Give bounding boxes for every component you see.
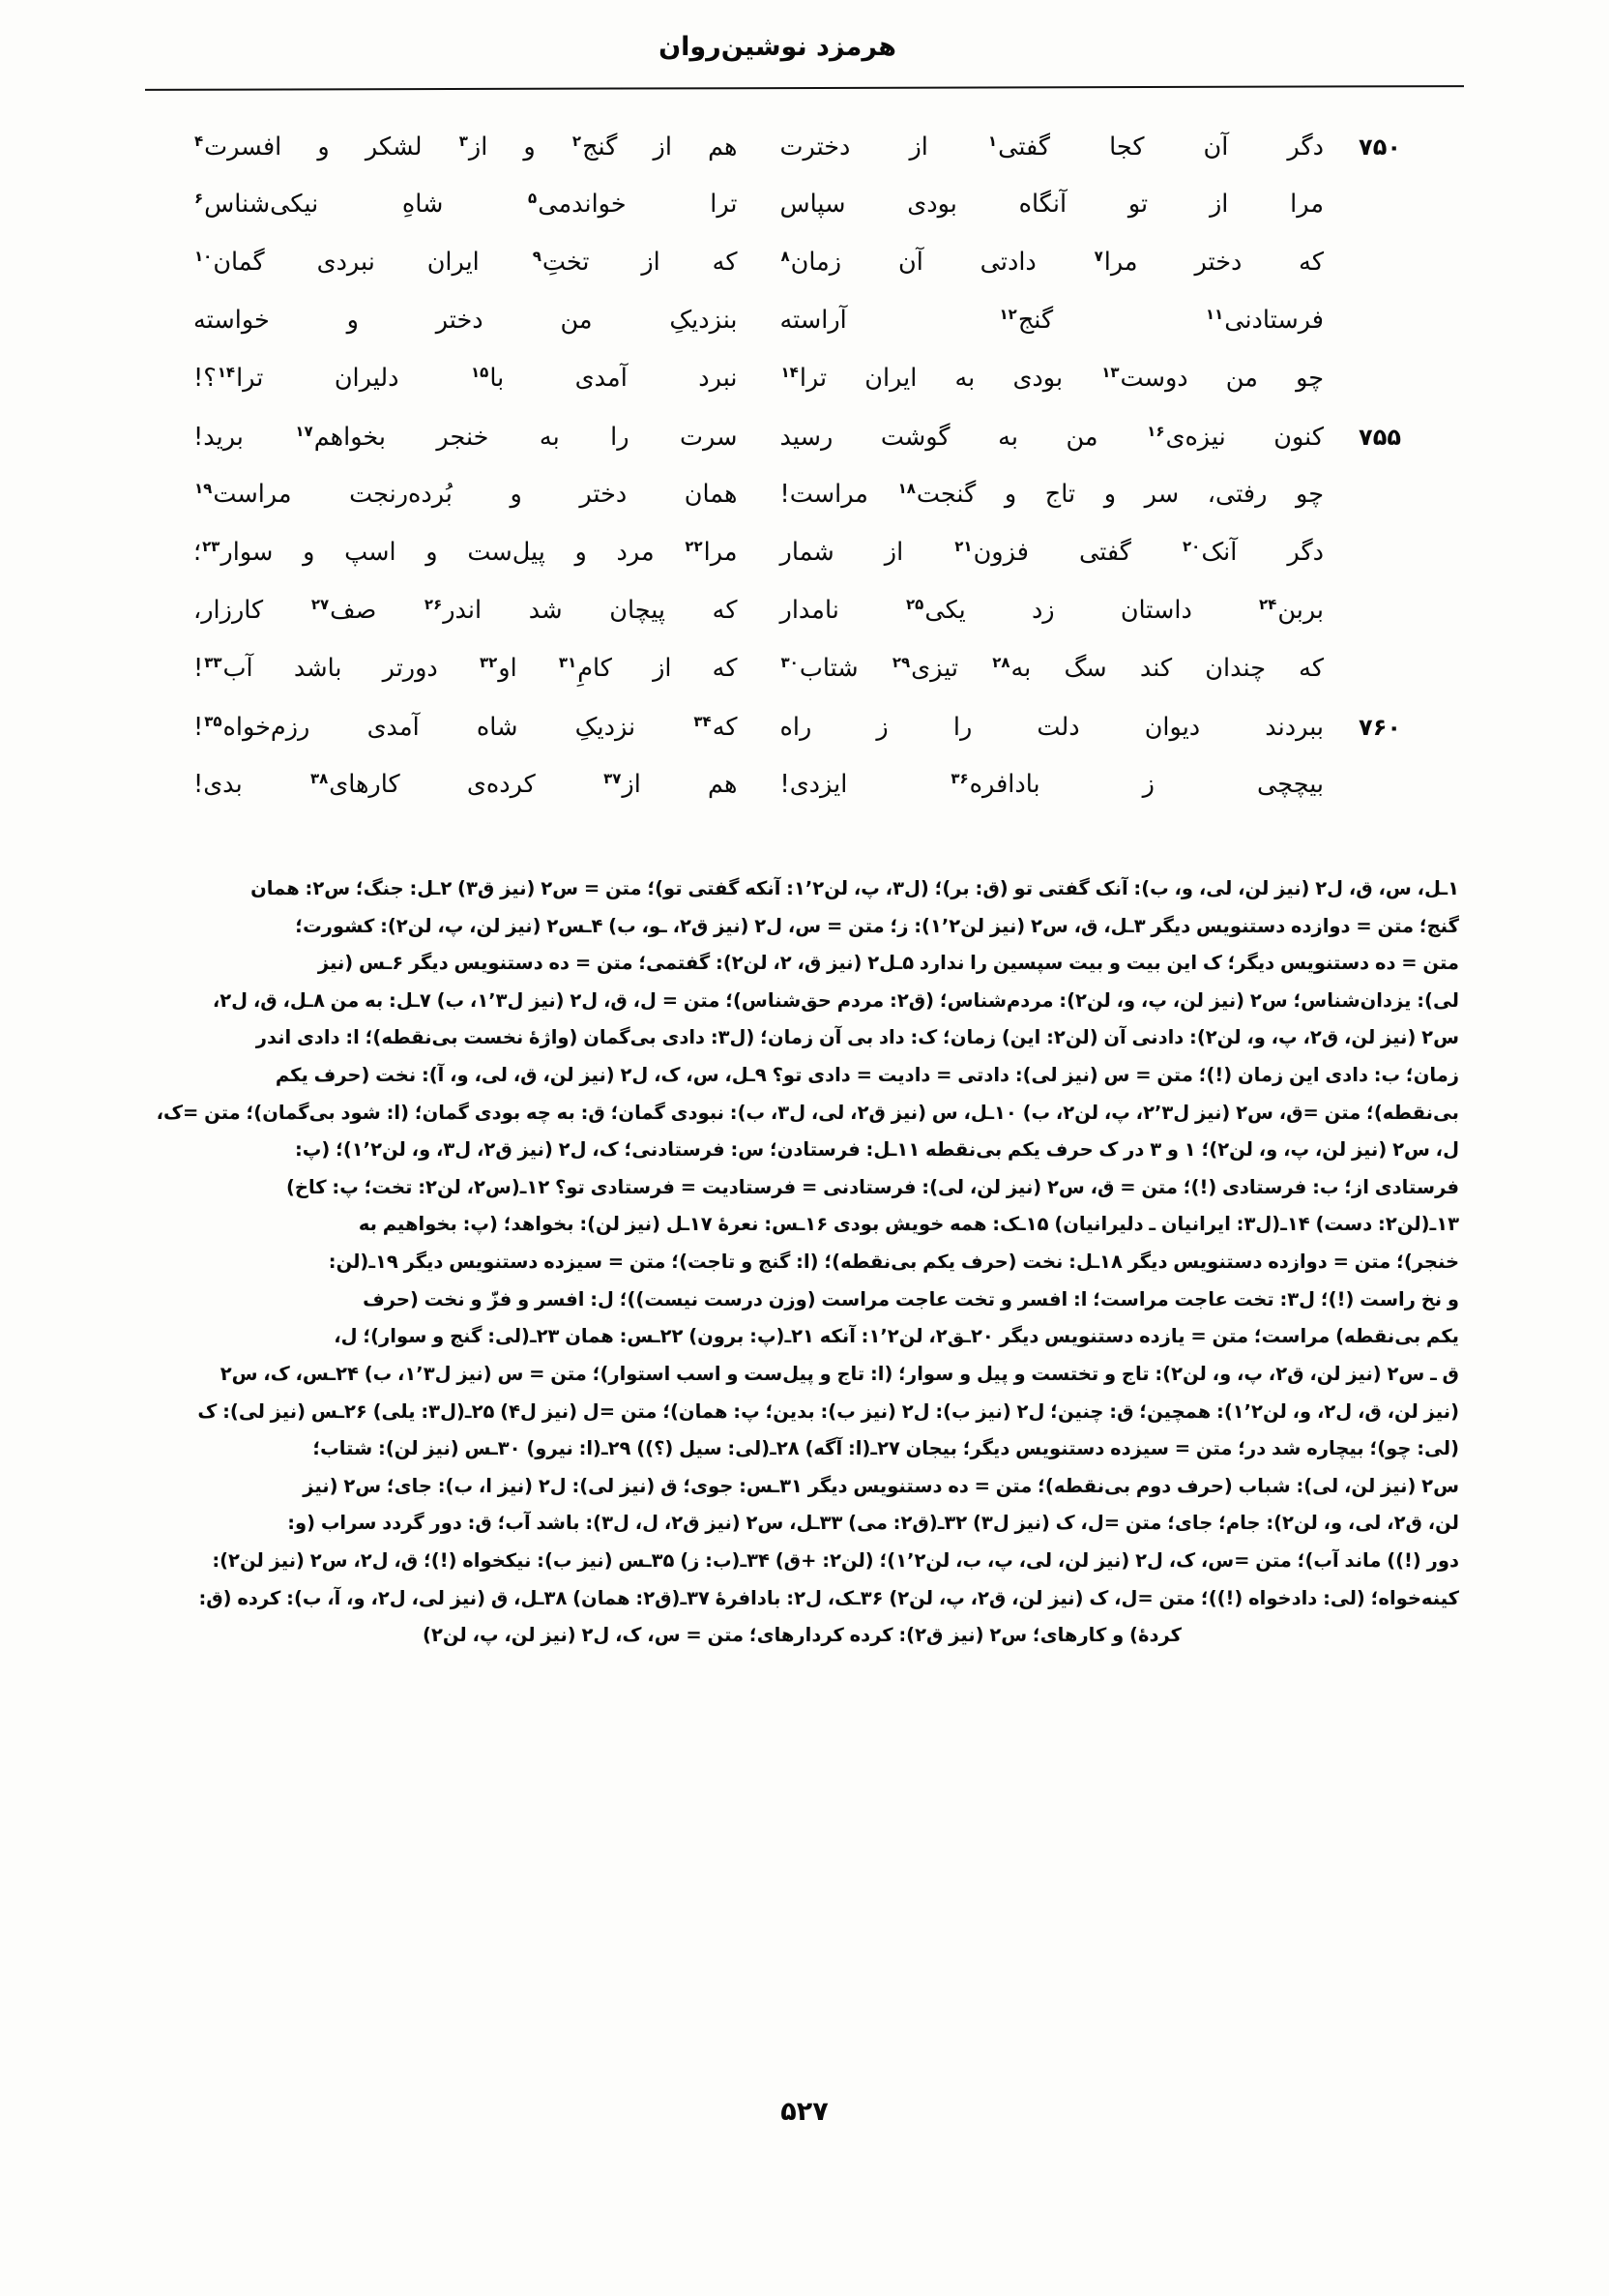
- hemistich-second: بنزدیکِ من دختر و خواسته: [193, 306, 738, 335]
- footnote-line: یکم بی‌نقطه) مراست؛ متن = یازده دستنویس دیگر ۲۰ـق۲، لن۱٬۲: آنکه ۲۱ـ(پ: برون) ۲۲ـس: همان ۲۳ـ(لی: گنج و سوار)؛ ل،: [334, 1325, 1459, 1348]
- footnote-line: فرستادی از؛ ب: فرستادی (!)؛ متن = ق، س۲ (نیز لن، لی): فرستادنی = فرستادیت = فرستادی تو؟ ۱۲ـ(س۲، لن۲: تخت؛ پ: کاخ): [286, 1175, 1459, 1198]
- hemistich-first: مرا از تو آنگاه بودی سپاس: [779, 190, 1324, 219]
- hemistich-second: که$^{۳۴}$ نزدیکِ شاه آمدی رزم‌خواه$^{۳۵}$!: [193, 712, 738, 742]
- running-head-area: [145, 33, 1464, 91]
- footnote-line: لی): یزدان‌شناس؛ س۲ (نیز لن، پ، و، لن۲): مردم‌شناس؛ (ق۲: مردم حق‌شناس)؛ متن = ل، ق، ل۲ (نیز ل۱٬۳، ب) ۷ـل: به من ۸ـل، ق، ل۲،: [212, 988, 1459, 1012]
- verse-couplet: [193, 714, 1401, 772]
- hemistich-first: بربن$^{۲۴}$ داستان زد یکی$^{۲۵}$ نامدار: [779, 595, 1325, 625]
- hemistich-first: که چندان کند سگ به$^{۲۸}$ تیزی$^{۲۹}$ شتاب$^{۳۰}$: [780, 653, 1324, 683]
- verse-number: ۷۶۰: [1359, 714, 1401, 741]
- hemistich-first: ببردند دیوان دلت را ز راه: [779, 713, 1324, 742]
- hemistich-second: مرا$^{۲۲}$ مرد و پیل‌ست و اسپ و سوار$^{۲۳}$؛: [193, 537, 738, 567]
- footnote-line: ل، س۲ (نیز لن، پ، و، لن۲)؛ ۱ و ۳ در ک حرف یکم بی‌نقطه ۱۱ـل: فرستادن؛ س: فرستادنی؛ ک، ل۲ (نیز ق۲، ل۳، و، لن۱٬۲)؛ (پ:: [294, 1138, 1459, 1162]
- verse-couplet: [193, 479, 1401, 540]
- hemistich-second: هم از$^{۳۷}$ کرده‌ی کارهای$^{۳۸}$ بدی!: [193, 769, 738, 799]
- footnote-line: لن، ق۲، لی، و، لن۲): جام؛ جای؛ متن =ل، ک (نیز ل۳) ۳۲ـ(ق۲: می) ۳۳ـل، س۲ (نیز ق۲، ل، ل۳): باشد آب؛ ق: دور گردد سراب (و:: [287, 1512, 1459, 1535]
- verse-couplet: [193, 424, 1401, 482]
- footnote-line: کینه‌خواه؛ (لی: دادخواه (!))؛ متن =ل، ک (نیز لن، ق۲، پ، لن۲) ۳۶ـک، ل۲: بادافرهٔ ۳۷ـ(ق۲: همان) ۳۸ـل، ق (نیز لی، ل۲، و، آ، ب): کرده (ق:: [198, 1586, 1459, 1609]
- footnote-line: و نخ راست (!)؛ ل۳: تخت عاجت مراست؛ ا: افسر و تخت عاجت مراست (وزن درست نیست))؛ ل: افسر و فزّ و نخت (حرف: [363, 1287, 1459, 1310]
- footnote-line: خنجر)؛ متن = دوازده دستنویس دیگر ۱۸ـل: نخت (حرف یکم بی‌نقطه)؛ (ا: گنج و تاجت)؛ متن = سیزده دستنویس دیگر ۱۹ـ(لن:: [328, 1251, 1459, 1274]
- footnote-apparatus: [145, 870, 1459, 1655]
- page-number: ۵۲۷: [780, 2097, 829, 2127]
- hemistich-second: هم از گنج$^۲$ و از$^۳$ لشکر و افسرت$^۴$: [194, 132, 738, 162]
- verse-couplet: [193, 133, 1401, 191]
- hemistich-first: دگر آنک$^{۲۰}$ گفتی فزون$^{۲۱}$ از شمار: [779, 537, 1324, 567]
- footnote-line: متن = ده دستنویس دیگر؛ ک این بیت و بیت سپسین را ندارد ۵ـل۲ (نیز ق، ۲، لن۲): گفتمی؛ متن = ده دستنویس دیگر ۶ـس (نیز: [317, 952, 1459, 975]
- footnote-line: زمان؛ ب: دادی این زمان (!)؛ متن = س (نیز لی): دادتی = دادیت = دادی تو؟ ۹ـل، س، ک، ل۲ (نیز لن، ق، لی، و، آ): نخت (حرف یکم: [275, 1064, 1459, 1087]
- footnote-line: س۲ (نیز لن، ق۲، پ، و، لن۲): دادنی آن (لن۲: این) زمان؛ ک: داد بی آن زمان؛ (ل۳: دادی بی‌گمان (واژهٔ نخست بی‌نقطه)؛ ا: دادی اندر: [255, 1026, 1459, 1049]
- hemistich-second: همان دختر و بُرده‌رنجت مراست$^{۱۹}$: [194, 479, 738, 509]
- verse-couplet: [193, 769, 1401, 830]
- hemistich-first: کنون نیزه‌ی$^{۱۶}$ من به گوشت رسید: [779, 422, 1324, 452]
- footnote-line: س۲ (نیز لن، لی): شباب (حرف دوم بی‌نقطه)؛ متن = ده دستنویس دیگر ۳۱ـس: جوی؛ ق (نیز لی): ل۲ (نیز ا، ب): جای؛ س۲ (نیز: [303, 1474, 1459, 1497]
- header-rule: [145, 85, 1464, 91]
- verse-couplet: [193, 363, 1401, 424]
- verse-couplet: [193, 191, 1401, 250]
- verse-block: [193, 133, 1401, 830]
- hemistich-second: سرت را به خنجر بخواهم$^{۱۷}$ برید!: [193, 422, 738, 452]
- footnote-line: کردهٔ) و کارهای؛ س۲ (نیز ق۲): کرده کردارهای؛ متن = س، ک، ل۲ (نیز لن، پ، لن۲): [423, 1624, 1182, 1647]
- hemistich-first: دگر آن کجا گفتی$^۱$ از دخترت: [779, 132, 1324, 162]
- verse-couplet: [193, 305, 1401, 366]
- running-title: هرمزد نوشین‌روان: [658, 32, 896, 62]
- footnote-line: (نیز لن، ق، ل۲، و، لن۱٬۲): همچین؛ ق: چنین؛ ل۲ (نیز ب): ل۲ (نیز ب): بدین؛ پ: همان)؛ متن =ل (نیز ل۴) ۲۵ـ(ل۳: یلی) ۲۶ـس (نیز لی): ک: [197, 1399, 1459, 1423]
- verse-number: ۷۵۰: [1359, 133, 1401, 161]
- footnote-line: ۱ـل، س، ق، ل۲ (نیز لن، لی، و، ب): آنک گفتی تو (ق: بر)؛ (ل۳، پ، لن۱٬۲: آنکه گفتی تو)؛ متن = س۲ (نیز ق۳) ۲ـل: جنگ؛ س۲: همان: [250, 877, 1459, 899]
- hemistich-first: چو من دوست$^{۱۳}$ بودی به ایران ترا$^{۱۴}$: [780, 363, 1325, 393]
- verse-couplet: [193, 653, 1401, 714]
- verse-couplet: [193, 537, 1401, 598]
- footnote-line: گنج؛ متن = دوازده دستنویس دیگر ۳ـل، ق، س۲ (نیز لن۱٬۲): ز؛ متن = س، ل۲ (نیز ق۲، ـو، ب) ۴ـس۲ (نیز لن، پ، لن۲): کشورت؛: [295, 914, 1459, 937]
- hemistich-first: که دختر مرا$^۷$ دادتی آن زمان$^۸$: [780, 247, 1324, 277]
- footnote-line: (لی: چو)؛ بیچاره شد در؛ متن = سیزده دستنویس دیگر؛ بیجان ۲۷ـ(ا: آگه) ۲۸ـ(لی: سیل (؟)) ۲۹ـ(ا: نیرو) ۳۰ـس (نیز لن): شتاب؛: [312, 1437, 1459, 1460]
- hemistich-first: فرستادنی$^{۱۱}$ گنج$^{۱۲}$ آراسته: [779, 305, 1324, 335]
- footnote-line: دور (!)) ماند آب)؛ متن =س، ک، ل۲ (نیز لن، لی، پ، ب، لن۱٬۲)؛ (لن۲: +ق) ۳۴ـ(ب: ز) ۳۵ـس (نیز ب): نیکخواه (!)؛ ق، ل۲، س۲ (نیز لن۲):: [212, 1548, 1459, 1572]
- hemistich-second: ترا خواندمی$^۵$ شاهِ نیکی‌شناس$^۶$: [194, 189, 738, 219]
- footnote-line: بی‌نقطه)؛ متن =ق، س۲ (نیز ل۲٬۳، پ، لن۲، ب) ۱۰ـل، س (نیز ق۲، لی، ل۳، ب): نبودی گمان؛ ق: به چه بودی گمان؛ (ا: شود بی‌گمان)؛ متن =ک،: [156, 1101, 1459, 1124]
- footnote-line: ق ـ س۲ (نیز لن، ق۲، پ، و، لن۲): تاج و تختست و پیل و سوار؛ (ا: تاج و پیل‌ست و اسب استوار)؛ متن = س (نیز ل۱٬۳، ب) ۲۴ـس، ک، س۲: [219, 1362, 1459, 1385]
- hemistich-second: که از کامِ$^{۳۱}$ او$^{۳۲}$ دورتر باشد آب$^{۳۳}$!: [193, 653, 738, 683]
- footnote-line: ۱۳ـ(لن۲: دست) ۱۴ـ(ل۳: ایرانیان ـ دلیرانیان) ۱۵ـک: همه خویش بودی ۱۶ـس: نعرهٔ ۱۷ـل (نیز لن): بخواهد؛ (پ: بخواهیم به: [358, 1213, 1459, 1236]
- hemistich-second: نبرد آمدی با$^{۱۵}$ دلیران ترا$^{۱۴}$؟!: [193, 363, 738, 393]
- hemistich-first: بیچچی ز بادافره$^{۳۶}$ ایزدی!: [779, 769, 1324, 799]
- verse-couplet: [193, 247, 1401, 308]
- hemistich-second: که پیچان شد اندر$^{۲۶}$ صف$^{۲۷}$ کارزار،: [193, 595, 738, 625]
- hemistich-second: که از تختِ$^۹$ ایران نبردی گمان$^{۱۰}$: [194, 247, 738, 277]
- hemistich-first: چو رفتی، سر و تاج و گنجت$^{۱۸}$ مراست!: [779, 479, 1324, 509]
- verse-number: ۷۵۵: [1359, 424, 1401, 451]
- verse-couplet: [193, 595, 1401, 656]
